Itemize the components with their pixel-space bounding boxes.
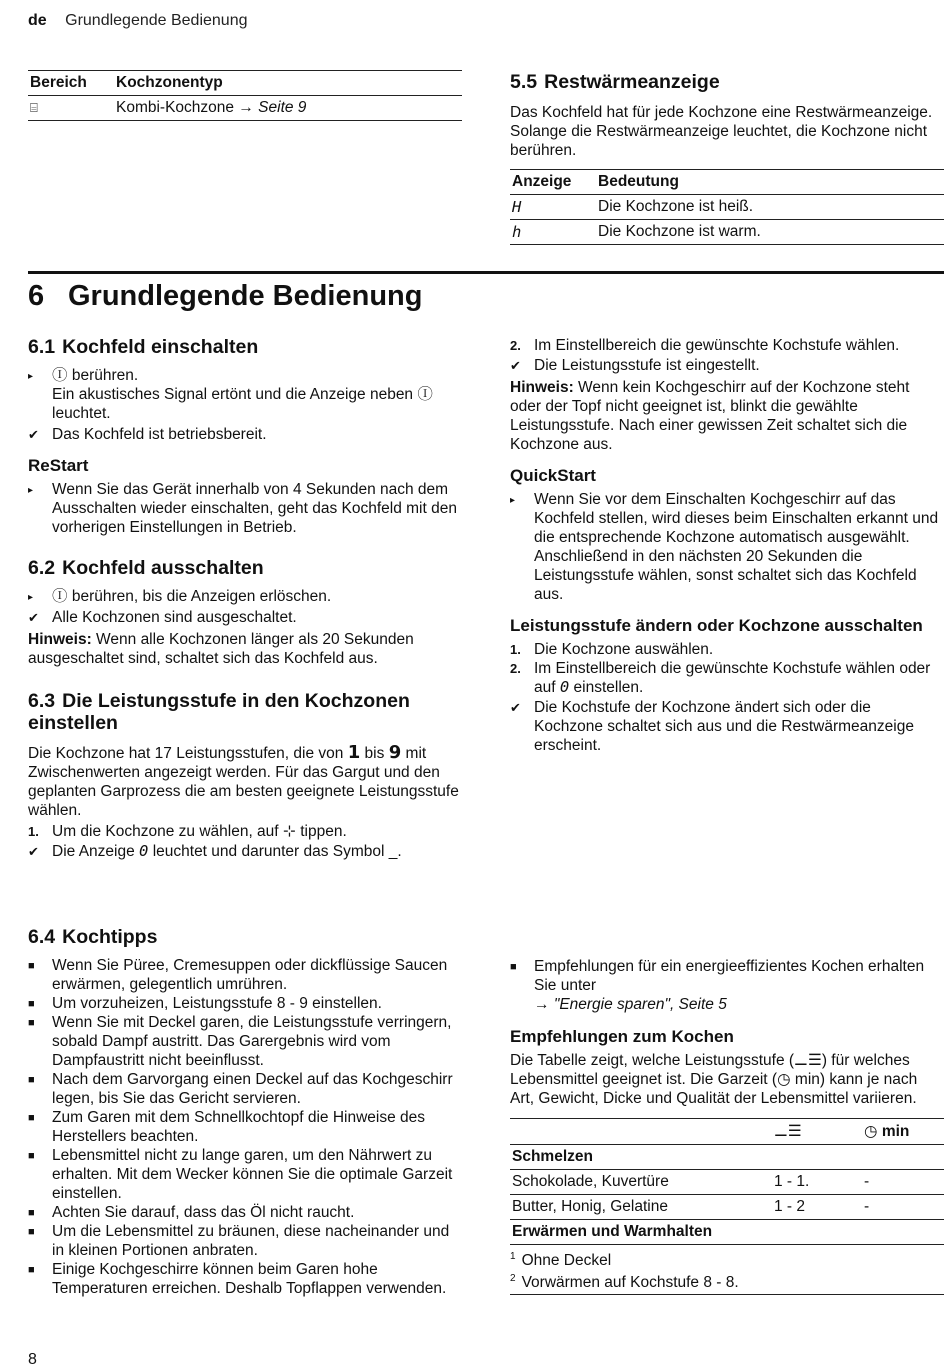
section-5-5	[510, 71, 944, 245]
footnote: $^1$ Ohne Deckel	[510, 1251, 612, 1270]
power-icon: Ⓘ	[417, 386, 433, 403]
triangle-icon: ▸	[28, 592, 34, 603]
subheading: Leistungsstufe ändern oder Kochzone ausschalten	[510, 616, 923, 635]
meaning-text: Die Kochzone ist heiß.	[596, 195, 944, 220]
clock-icon: ◷ min	[862, 1119, 944, 1145]
action-step: ▸ Wenn Sie vor dem Einschalten Kochgeschirr auf das Kochfeld stellen, wird dieses beim Einschalten erkannt und die entsprechende Kochzone automatisch ausgewählt. Anschließend in den nächsten 20 Sekunden die Leistungsstufe wählen, sonst schaltet sich das Kochfeld aus.	[510, 491, 939, 603]
triangle-icon: ▸	[510, 495, 516, 506]
table-header-display: Anzeige	[510, 170, 596, 195]
triangle-icon: ▸	[28, 485, 34, 496]
clock-icon: ◷ min	[777, 1071, 820, 1088]
square-bullet-icon: ■	[28, 960, 35, 972]
left-column	[28, 336, 462, 861]
section-6-4	[28, 926, 462, 1298]
zone-table-header-area: Bereich	[28, 71, 114, 96]
table-header-meaning: Bedeutung	[596, 170, 944, 195]
square-bullet-icon: ■	[510, 961, 517, 973]
list-item: ■ Lebensmittel nicht zu lange garen, um den Nährwert zu erhalten. Mit dem Wecker können Sie die optimale Garzeit einstellen.	[28, 1147, 453, 1202]
subheading: ReStart	[28, 456, 89, 475]
section-number: 6.4	[28, 926, 56, 948]
power-icon: Ⓘ	[52, 588, 68, 605]
check-icon: ✔	[28, 610, 39, 625]
square-bullet-icon: ■	[28, 1017, 35, 1029]
arrow-icon: →	[534, 996, 550, 1013]
select-zone-icon: ⊹	[282, 823, 296, 840]
level-max-symbol: 9	[388, 742, 402, 763]
subheading: QuickStart	[510, 466, 596, 485]
table-row	[510, 220, 944, 245]
display-zero-symbol: 0	[139, 842, 149, 860]
numbered-step: 1. Um die Kochzone zu wählen, auf ⊹ tippen.	[28, 823, 347, 840]
zone-table-header-type: Kochzonentyp	[114, 71, 462, 96]
arrow-icon: →	[238, 99, 254, 116]
level-min-symbol: 1	[347, 742, 361, 763]
chapter-number: 6	[28, 280, 45, 312]
section-number: 6.3	[28, 690, 56, 712]
triangle-icon: ▸	[28, 371, 34, 382]
check-icon: ✔	[28, 844, 39, 859]
meaning-text: Die Kochzone ist warm.	[596, 220, 944, 245]
check-icon: ✔	[510, 700, 521, 715]
square-bullet-icon: ■	[28, 1226, 35, 1238]
note: Hinweis: Wenn alle Kochzonen länger als 20 Sekunden ausgeschaltet sind, schaltet sich das Kochfeld aus.	[28, 631, 414, 667]
result-step: ✔ Die Anzeige 0 leuchtet und darunter das Symbol _.	[28, 842, 402, 860]
subheading: Empfehlungen zum Kochen	[510, 1027, 734, 1046]
result-step: ✔ Die Leistungsstufe ist eingestellt.	[510, 357, 760, 374]
section-title: Die Leistungsstufe in den Kochzonen einstellen	[28, 690, 410, 734]
energy-page-ref[interactable]: "Energie sparen", Seite 5	[553, 996, 727, 1013]
zone-symbol: ⌸	[28, 96, 114, 121]
zone-page-ref[interactable]: Seite 9	[258, 99, 307, 116]
table-group-row: Schmelzen	[510, 1145, 944, 1170]
numbered-step: 2. Im Einstellbereich die gewünschte Kochstufe wählen.	[510, 337, 900, 354]
numbered-step: 1. Die Kochzone auswählen.	[510, 641, 714, 658]
cooking-table	[510, 1118, 944, 1245]
zone-table	[28, 70, 462, 121]
list-item: ■ Um die Lebensmittel zu bräunen, diese nacheinander und in kleinen Portionen anbraten.	[28, 1223, 450, 1259]
header-title: Grundlegende Bedienung	[65, 12, 248, 29]
display-symbol: H	[510, 195, 596, 220]
paragraph: Die Kochzone hat 17 Leistungsstufen, die von 1 bis 9 mit Zwischenwerten angezeigt werden. Für das Gargut und den geplanten Garprozess die am besten geeignete Leistungsstufe wählen.	[28, 742, 459, 819]
action-step: ▸ Ⓘ berühren, bis die Anzeigen erlöschen.	[28, 588, 332, 605]
page-header	[28, 12, 248, 30]
action-step: ▸ Wenn Sie das Gerät innerhalb von 4 Sekunden nach dem Ausschalten wieder einschalten, geht das Kochfeld mit den vorherigen Einstellungen in Betrieb.	[28, 481, 457, 536]
square-bullet-icon: ■	[28, 1074, 35, 1086]
list-item: ■ Nach dem Garvorgang einen Deckel auf das Kochgeschirr legen, bis Sie das Gericht servieren.	[28, 1071, 453, 1107]
result-step: ✔ Alle Kochzonen sind ausgeschaltet.	[28, 609, 297, 626]
section-number: 6.2	[28, 557, 56, 579]
right-column	[510, 336, 944, 755]
list-item: ■ Wenn Sie Püree, Cremesuppen oder dickflüssige Saucen erwärmen, gelegentlich umrühren.	[28, 957, 448, 993]
paragraph: Das Kochfeld hat für jede Kochzone eine Restwärmeanzeige. Solange die Restwärmeanzeige leuchtet, die Kochzone nicht berühren.	[510, 104, 933, 159]
section-title: Kochfeld einschalten	[62, 336, 259, 358]
table-row: Schokolade, Kuvertüre 1 - 1. -	[510, 1170, 944, 1195]
check-icon: ✔	[510, 358, 521, 373]
result-step: ✔ Die Kochstufe der Kochzone ändert sich oder die Kochzone schaltet sich aus und die Restwärmeanzeige erscheint.	[510, 699, 914, 754]
list-item: ■ Achten Sie darauf, dass das Öl nicht raucht.	[28, 1204, 355, 1221]
footnote: $^2$ Vorwärmen auf Kochstufe 8 - 8.	[510, 1270, 944, 1295]
section-title: Restwärmeanzeige	[544, 71, 720, 93]
underscore-symbol: _.	[388, 843, 402, 860]
check-icon: ✔	[28, 427, 39, 442]
numbered-step: 2. Im Einstellbereich die gewünschte Kochstufe wählen oder auf 0 einstellen.	[510, 660, 931, 696]
section-title: Kochtipps	[62, 926, 158, 948]
list-item: ■ Um vorzuheizen, Leistungsstufe 8 - 9 einstellen.	[28, 995, 382, 1012]
tips-list	[28, 956, 462, 1298]
footnotes	[510, 1248, 944, 1295]
display-symbol: h	[510, 220, 596, 245]
action-step: ▸ Ⓘ berühren. Ein akustisches Signal ertönt und die Anzeige neben Ⓘ leuchtet.	[28, 367, 433, 422]
square-bullet-icon: ■	[28, 1264, 35, 1276]
page-number: 8	[28, 1351, 37, 1368]
table-group-row: Erwärmen und Warmhalten	[510, 1220, 944, 1245]
table-row	[510, 195, 944, 220]
square-bullet-icon: ■	[28, 1150, 35, 1162]
chapter-rule	[28, 271, 944, 274]
square-bullet-icon: ■	[28, 998, 35, 1010]
display-zero-symbol: 0	[559, 678, 570, 696]
power-level-icon: ⚊☰	[772, 1119, 862, 1145]
list-item: ■ Zum Garen mit dem Schnellkochtopf die Hinweise des Herstellers beachten.	[28, 1109, 426, 1145]
section-number: 6.1	[28, 336, 56, 358]
header-lang: de	[28, 12, 47, 29]
note: Hinweis: Wenn kein Kochgeschirr auf der Kochzone steht oder der Topf nicht geeignet ist, blinkt die gewählte Leistungsstufe. Nach einer gewissen Zeit schaltet sich die Kochzone aus.	[510, 379, 910, 453]
chapter-heading	[28, 280, 422, 313]
residual-heat-table	[510, 169, 944, 245]
section-6-4-right	[510, 957, 944, 1295]
table-row: Butter, Honig, Gelatine 1 - 2 -	[510, 1195, 944, 1220]
list-item: ■ Wenn Sie mit Deckel garen, die Leistungsstufe verringern, sobald Dampf austritt. Das Garergebnis wird vom Dampfaustritt nicht beeinflusst.	[28, 1014, 452, 1069]
power-icon: Ⓘ	[52, 367, 68, 384]
zone-type-text: Kombi-Kochzone	[116, 99, 235, 116]
section-number: 5.5	[510, 71, 538, 93]
result-step: ✔ Das Kochfeld ist betriebsbereit.	[28, 426, 267, 443]
list-item: ■ Empfehlungen für ein energieeffizientes Kochen erhalten Sie unter → "Energie sparen", Seite 5	[510, 958, 925, 1013]
section-title: Kochfeld ausschalten	[62, 557, 264, 579]
square-bullet-icon: ■	[28, 1207, 35, 1219]
square-bullet-icon: ■	[28, 1112, 35, 1124]
power-level-icon: ⚊☰	[794, 1052, 822, 1069]
chapter-title: Grundlegende Bedienung	[68, 280, 423, 312]
paragraph: Die Tabelle zeigt, welche Leistungsstufe (⚊☰) für welches Lebensmittel geeignet ist. Die Garzeit (◷ min) kann je nach Art, Gewicht, Dicke und Qualität der Lebensmittel variieren.	[510, 1052, 918, 1107]
list-item: ■ Einige Kochgeschirre können beim Garen hohe Temperaturen erreichen. Deshalb Topflappen verwenden.	[28, 1261, 447, 1297]
